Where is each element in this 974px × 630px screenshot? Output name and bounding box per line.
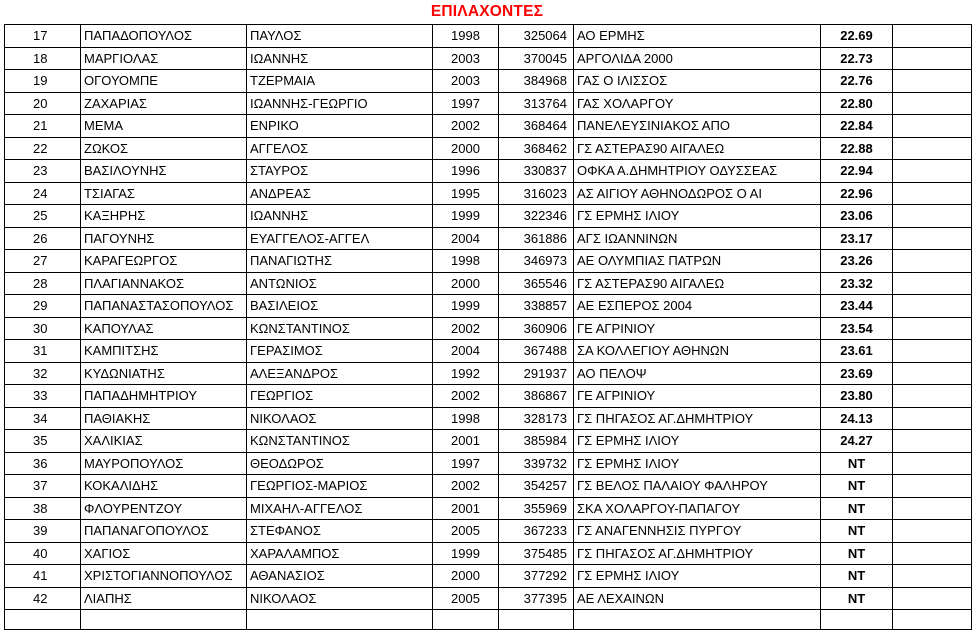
time-cell: 23.17 [821, 227, 893, 250]
alternates-table [4, 24, 972, 630]
rank-cell: 21 [5, 115, 81, 138]
time-cell: 22.84 [821, 115, 893, 138]
surname-cell: ΖΩΚΟΣ [81, 137, 247, 160]
empty-cell [893, 497, 972, 520]
rank-cell: 23 [5, 160, 81, 183]
empty-cell [893, 430, 972, 453]
license-number-cell: 339732 [499, 452, 574, 475]
license-number-cell: 377395 [499, 587, 574, 610]
empty-cell [247, 610, 433, 630]
club-cell: ΓΑΣ Ο ΙΛΙΣΣΟΣ [574, 70, 821, 93]
license-number-cell: 330837 [499, 160, 574, 183]
first-name-cell: ΤΖΕΡΜΑΙΑ [247, 70, 433, 93]
time-cell: 23.06 [821, 205, 893, 228]
surname-cell: ΠΑΠΑΝΑΣΤΑΣΟΠΟΥΛΟΣ [81, 295, 247, 318]
surname-cell: ΦΛΟΥΡΕΝΤΖΟΥ [81, 497, 247, 520]
birth-year-cell: 1999 [433, 542, 499, 565]
surname-cell: ΜΑΥΡΟΠΟΥΛΟΣ [81, 452, 247, 475]
club-cell: ΓΣ ΕΡΜΗΣ ΙΛΙΟΥ [574, 452, 821, 475]
first-name-cell: ΑΛΕΞΑΝΔΡΟΣ [247, 362, 433, 385]
time-cell: 22.73 [821, 47, 893, 70]
rank-cell: 37 [5, 475, 81, 498]
club-cell: ΓΣ ΕΡΜΗΣ ΙΛΙΟΥ [574, 565, 821, 588]
rank-cell: 24 [5, 182, 81, 205]
club-cell: ΓΣ ΑΣΤΕΡΑΣ90 ΑΙΓΑΛΕΩ [574, 272, 821, 295]
birth-year-cell: 1998 [433, 250, 499, 273]
license-number-cell: 368462 [499, 137, 574, 160]
table-row [5, 542, 972, 565]
rank-cell: 20 [5, 92, 81, 115]
rank-cell: 19 [5, 70, 81, 93]
empty-cell [893, 565, 972, 588]
time-cell: 24.27 [821, 430, 893, 453]
club-cell: ΟΦΚΑ Α.ΔΗΜΗΤΡΙΟΥ ΟΔΥΣΣΕΑΣ [574, 160, 821, 183]
surname-cell: ΚΑΞΗΡΗΣ [81, 205, 247, 228]
table-row [5, 497, 972, 520]
surname-cell: ΠΑΓΟΥΝΗΣ [81, 227, 247, 250]
table-row [5, 160, 972, 183]
time-cell: 23.32 [821, 272, 893, 295]
birth-year-cell: 2004 [433, 340, 499, 363]
rank-cell: 26 [5, 227, 81, 250]
birth-year-cell: 2002 [433, 475, 499, 498]
rank-cell: 28 [5, 272, 81, 295]
empty-cell [893, 227, 972, 250]
surname-cell: ΚΟΚΑΛΙΔΗΣ [81, 475, 247, 498]
table-row [5, 587, 972, 610]
surname-cell: ΠΑΠΑΔΗΜΗΤΡΙΟΥ [81, 385, 247, 408]
table-body [5, 25, 972, 630]
empty-cell [893, 407, 972, 430]
club-cell: ΑΡΓΟΛΙΔΑ 2000 [574, 47, 821, 70]
license-number-cell: 355969 [499, 497, 574, 520]
license-number-cell: 313764 [499, 92, 574, 115]
table-row [5, 295, 972, 318]
empty-cell [893, 205, 972, 228]
empty-cell [893, 520, 972, 543]
first-name-cell: ΘΕΟΔΩΡΟΣ [247, 452, 433, 475]
rank-cell: 36 [5, 452, 81, 475]
time-cell: NT [821, 520, 893, 543]
birth-year-cell: 2005 [433, 520, 499, 543]
surname-cell: ΠΛΑΓΙΑΝΝΑΚΟΣ [81, 272, 247, 295]
time-cell: NT [821, 497, 893, 520]
birth-year-cell: 1992 [433, 362, 499, 385]
birth-year-cell: 2001 [433, 430, 499, 453]
time-cell: NT [821, 565, 893, 588]
club-cell: ΓΣ ΕΡΜΗΣ ΙΛΙΟΥ [574, 430, 821, 453]
first-name-cell: ΑΝΤΩΝΙΟΣ [247, 272, 433, 295]
club-cell: ΑΟ ΕΡΜΗΣ [574, 25, 821, 48]
empty-cell [893, 475, 972, 498]
birth-year-cell: 1996 [433, 160, 499, 183]
table-row [5, 407, 972, 430]
club-cell: ΓΕ ΑΓΡΙΝΙΟΥ [574, 317, 821, 340]
first-name-cell: ΧΑΡΑΛΑΜΠΟΣ [247, 542, 433, 565]
club-cell: ΓΣ ΠΗΓΑΣΟΣ ΑΓ.ΔΗΜΗΤΡΙΟΥ [574, 407, 821, 430]
table-row [5, 70, 972, 93]
table-row [5, 475, 972, 498]
license-number-cell: 375485 [499, 542, 574, 565]
table-row [5, 137, 972, 160]
first-name-cell: ΕΥΑΓΓΕΛΟΣ-ΑΓΓΕΛ [247, 227, 433, 250]
rank-cell: 25 [5, 205, 81, 228]
surname-cell: ΜΕΜΑ [81, 115, 247, 138]
rank-cell: 17 [5, 25, 81, 48]
table-row [5, 317, 972, 340]
birth-year-cell: 2002 [433, 115, 499, 138]
rank-cell: 42 [5, 587, 81, 610]
first-name-cell: ΚΩΝΣΤΑΝΤΙΝΟΣ [247, 317, 433, 340]
club-cell: ΑΕ ΛΕΧΑΙΝΩΝ [574, 587, 821, 610]
time-cell: 23.80 [821, 385, 893, 408]
club-cell: ΣΑ ΚΟΛΛΕΓΙΟΥ ΑΘΗΝΩΝ [574, 340, 821, 363]
first-name-cell: ΓΕΩΡΓΙΟΣ [247, 385, 433, 408]
surname-cell: ΠΑΘΙΑΚΗΣ [81, 407, 247, 430]
first-name-cell: ΜΙΧΑΗΛ-ΑΓΓΕΛΟΣ [247, 497, 433, 520]
empty-cell [893, 115, 972, 138]
time-cell: 22.88 [821, 137, 893, 160]
license-number-cell: 346973 [499, 250, 574, 273]
surname-cell: ΠΑΠΑΝΑΓΟΠΟΥΛΟΣ [81, 520, 247, 543]
table-row [5, 385, 972, 408]
license-number-cell: 338857 [499, 295, 574, 318]
table-row [5, 430, 972, 453]
club-cell: ΓΕ ΑΓΡΙΝΙΟΥ [574, 385, 821, 408]
empty-cell [893, 317, 972, 340]
rank-cell: 29 [5, 295, 81, 318]
surname-cell: ΜΑΡΓΙΟΛΑΣ [81, 47, 247, 70]
birth-year-cell: 2000 [433, 137, 499, 160]
club-cell: ΓΣ ΒΕΛΟΣ ΠΑΛΑΙΟΥ ΦΑΛΗΡΟΥ [574, 475, 821, 498]
empty-cell [5, 610, 81, 630]
birth-year-cell: 1997 [433, 452, 499, 475]
club-cell: ΑΓΣ ΙΩΑΝΝΙΝΩΝ [574, 227, 821, 250]
surname-cell: ΤΣΙΑΓΑΣ [81, 182, 247, 205]
license-number-cell: 365546 [499, 272, 574, 295]
first-name-cell: ΙΩΑΝΝΗΣ [247, 205, 433, 228]
table-row [5, 227, 972, 250]
first-name-cell: ΓΕΩΡΓΙΟΣ-ΜΑΡΙΟΣ [247, 475, 433, 498]
empty-cell [893, 25, 972, 48]
time-cell: 23.69 [821, 362, 893, 385]
club-cell: ΣΚΑ ΧΟΛΑΡΓΟΥ-ΠΑΠΑΓΟΥ [574, 497, 821, 520]
license-number-cell: 367488 [499, 340, 574, 363]
license-number-cell: 316023 [499, 182, 574, 205]
club-cell: ΓΣ ΕΡΜΗΣ ΙΛΙΟΥ [574, 205, 821, 228]
license-number-cell: 354257 [499, 475, 574, 498]
birth-year-cell: 2000 [433, 272, 499, 295]
time-cell: 23.26 [821, 250, 893, 273]
birth-year-cell: 2004 [433, 227, 499, 250]
license-number-cell: 328173 [499, 407, 574, 430]
surname-cell: ΧΡΙΣΤΟΓΙΑΝΝΟΠΟΥΛΟΣ [81, 565, 247, 588]
empty-row [5, 610, 972, 630]
time-cell: 22.96 [821, 182, 893, 205]
time-cell: 22.94 [821, 160, 893, 183]
rank-cell: 32 [5, 362, 81, 385]
first-name-cell: ΒΑΣΙΛΕΙΟΣ [247, 295, 433, 318]
rank-cell: 39 [5, 520, 81, 543]
first-name-cell: ΙΩΑΝΝΗΣ-ΓΕΩΡΓΙΟ [247, 92, 433, 115]
rank-cell: 33 [5, 385, 81, 408]
rank-cell: 35 [5, 430, 81, 453]
first-name-cell: ΙΩΑΝΝΗΣ [247, 47, 433, 70]
birth-year-cell: 2005 [433, 587, 499, 610]
empty-cell [893, 610, 972, 630]
license-number-cell: 361886 [499, 227, 574, 250]
empty-cell [499, 610, 574, 630]
surname-cell: ΧΑΛΙΚΙΑΣ [81, 430, 247, 453]
time-cell: 23.44 [821, 295, 893, 318]
empty-cell [893, 587, 972, 610]
time-cell: 22.80 [821, 92, 893, 115]
rank-cell: 22 [5, 137, 81, 160]
empty-cell [893, 47, 972, 70]
birth-year-cell: 1998 [433, 25, 499, 48]
time-cell: 22.69 [821, 25, 893, 48]
surname-cell: ΒΑΣΙΛΟΥΝΗΣ [81, 160, 247, 183]
sheet-title: ΕΠΙΛΑΧΟΝΤΕΣ [430, 3, 544, 20]
empty-cell [893, 272, 972, 295]
first-name-cell: ΕΝΡΙΚΟ [247, 115, 433, 138]
birth-year-cell: 2000 [433, 565, 499, 588]
license-number-cell: 322346 [499, 205, 574, 228]
time-cell: 22.76 [821, 70, 893, 93]
first-name-cell: ΝΙΚΟΛΑΟΣ [247, 587, 433, 610]
license-number-cell: 385984 [499, 430, 574, 453]
license-number-cell: 386867 [499, 385, 574, 408]
empty-cell [893, 295, 972, 318]
empty-cell [574, 610, 821, 630]
table-row [5, 92, 972, 115]
time-cell: 24.13 [821, 407, 893, 430]
rank-cell: 34 [5, 407, 81, 430]
surname-cell: ΖΑΧΑΡΙΑΣ [81, 92, 247, 115]
rank-cell: 27 [5, 250, 81, 273]
birth-year-cell: 1999 [433, 205, 499, 228]
empty-cell [893, 182, 972, 205]
birth-year-cell: 1998 [433, 407, 499, 430]
empty-cell [893, 542, 972, 565]
time-cell: NT [821, 542, 893, 565]
time-cell: 23.61 [821, 340, 893, 363]
empty-cell [821, 610, 893, 630]
surname-cell: ΚΑΠΟΥΛΑΣ [81, 317, 247, 340]
surname-cell: ΚΑΡΑΓΕΩΡΓΟΣ [81, 250, 247, 273]
table-row [5, 205, 972, 228]
time-cell: NT [821, 587, 893, 610]
empty-cell [893, 160, 972, 183]
birth-year-cell: 1999 [433, 295, 499, 318]
rank-cell: 40 [5, 542, 81, 565]
club-cell: ΓΣ ΑΝΑΓΕΝΝΗΣΙΣ ΠΥΡΓΟΥ [574, 520, 821, 543]
empty-cell [893, 362, 972, 385]
surname-cell: ΚΑΜΠΙΤΣΗΣ [81, 340, 247, 363]
table-row [5, 47, 972, 70]
surname-cell: ΛΙΑΠΗΣ [81, 587, 247, 610]
club-cell: ΑΕ ΕΣΠΕΡΟΣ 2004 [574, 295, 821, 318]
license-number-cell: 377292 [499, 565, 574, 588]
empty-cell [433, 610, 499, 630]
club-cell: ΑΣ ΑΙΓΙΟΥ ΑΘΗΝΟΔΩΡΟΣ Ο ΑΙ [574, 182, 821, 205]
license-number-cell: 370045 [499, 47, 574, 70]
first-name-cell: ΑΝΔΡΕΑΣ [247, 182, 433, 205]
first-name-cell: ΣΤΑΥΡΟΣ [247, 160, 433, 183]
first-name-cell: ΠΑΝΑΓΙΩΤΗΣ [247, 250, 433, 273]
first-name-cell: ΝΙΚΟΛΑΟΣ [247, 407, 433, 430]
birth-year-cell: 2002 [433, 385, 499, 408]
table-row [5, 520, 972, 543]
birth-year-cell: 2003 [433, 47, 499, 70]
club-cell: ΓΣ ΑΣΤΕΡΑΣ90 ΑΙΓΑΛΕΩ [574, 137, 821, 160]
empty-cell [893, 70, 972, 93]
rank-cell: 41 [5, 565, 81, 588]
birth-year-cell: 2003 [433, 70, 499, 93]
club-cell: ΑΕ ΟΛΥΜΠΙΑΣ ΠΑΤΡΩΝ [574, 250, 821, 273]
club-cell: ΠΑΝΕΛΕΥΣΙΝΙΑΚΟΣ ΑΠΟ [574, 115, 821, 138]
birth-year-cell: 1997 [433, 92, 499, 115]
time-cell: 23.54 [821, 317, 893, 340]
club-cell: ΑΟ ΠΕΛΟΨ [574, 362, 821, 385]
birth-year-cell: 1995 [433, 182, 499, 205]
first-name-cell: ΓΕΡΑΣΙΜΟΣ [247, 340, 433, 363]
table-row [5, 272, 972, 295]
birth-year-cell: 2002 [433, 317, 499, 340]
first-name-cell: ΑΓΓΕΛΟΣ [247, 137, 433, 160]
license-number-cell: 325064 [499, 25, 574, 48]
rank-cell: 38 [5, 497, 81, 520]
club-cell: ΓΑΣ ΧΟΛΑΡΓΟΥ [574, 92, 821, 115]
surname-cell: ΧΑΓΙΟΣ [81, 542, 247, 565]
table-row [5, 182, 972, 205]
rank-cell: 31 [5, 340, 81, 363]
first-name-cell: ΣΤΕΦΑΝΟΣ [247, 520, 433, 543]
table-row [5, 25, 972, 48]
license-number-cell: 384968 [499, 70, 574, 93]
time-cell: NT [821, 475, 893, 498]
surname-cell: ΚΥΔΩΝΙΑΤΗΣ [81, 362, 247, 385]
empty-cell [893, 452, 972, 475]
license-number-cell: 360906 [499, 317, 574, 340]
table-row [5, 452, 972, 475]
first-name-cell: ΚΩΝΣΤΑΝΤΙΝΟΣ [247, 430, 433, 453]
first-name-cell: ΑΘΑΝΑΣΙΟΣ [247, 565, 433, 588]
license-number-cell: 367233 [499, 520, 574, 543]
license-number-cell: 291937 [499, 362, 574, 385]
table-row [5, 362, 972, 385]
table-row [5, 565, 972, 588]
first-name-cell: ΠΑΥΛΟΣ [247, 25, 433, 48]
rank-cell: 18 [5, 47, 81, 70]
surname-cell: ΠΑΠΑΔΟΠΟΥΛΟΣ [81, 25, 247, 48]
empty-cell [81, 610, 247, 630]
surname-cell: ΟΓΟΥΟΜΠΕ [81, 70, 247, 93]
license-number-cell: 368464 [499, 115, 574, 138]
table-row [5, 115, 972, 138]
time-cell: NT [821, 452, 893, 475]
rank-cell: 30 [5, 317, 81, 340]
empty-cell [893, 92, 972, 115]
empty-cell [893, 340, 972, 363]
table-row [5, 250, 972, 273]
empty-cell [893, 137, 972, 160]
empty-cell [893, 250, 972, 273]
club-cell: ΓΣ ΠΗΓΑΣΟΣ ΑΓ.ΔΗΜΗΤΡΙΟΥ [574, 542, 821, 565]
table-row [5, 340, 972, 363]
birth-year-cell: 2001 [433, 497, 499, 520]
empty-cell [893, 385, 972, 408]
